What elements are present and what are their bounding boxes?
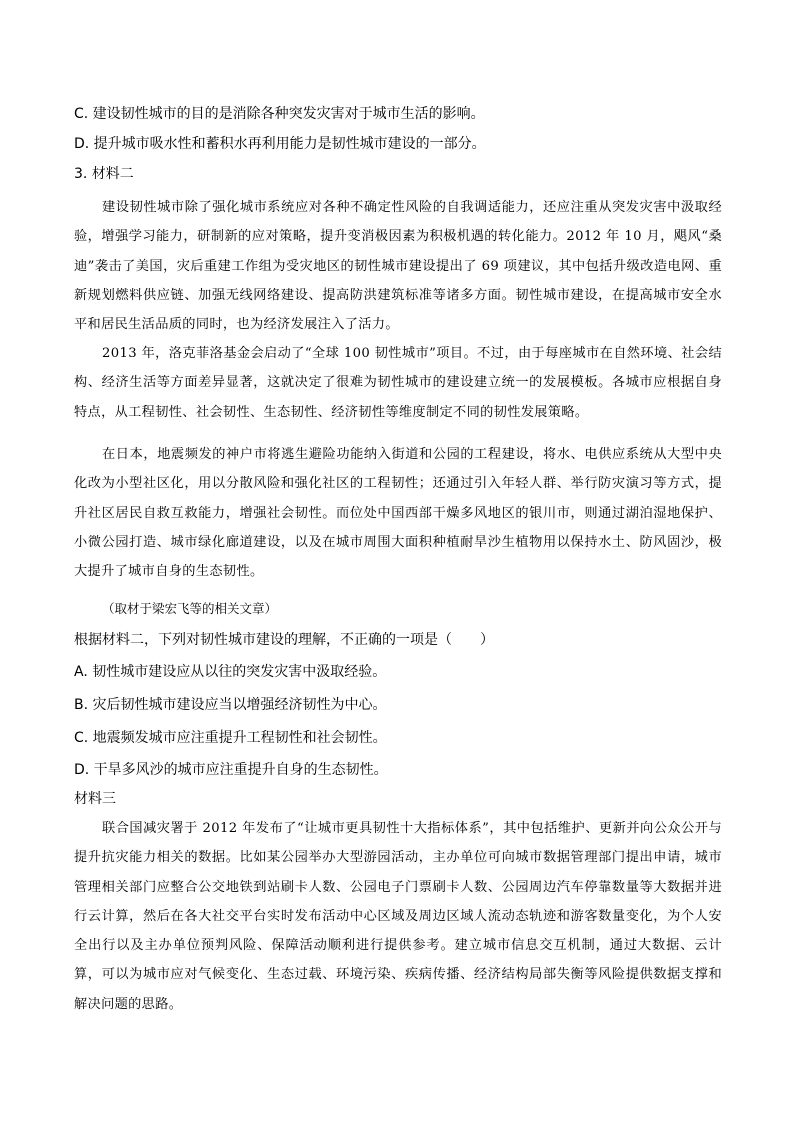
material-3-paragraph: 联合国减灾署于 2012 年发布了“让城市更具韧性十大指标体系”，其中包括维护、更新并向公众公开与提升抗灾能力相关的数据。比如某公园举办大型游园活动，主办单位可向城市数据管理部门提出申请，城市管理相关部门应整合公交地铁到站刷卡人数、公园电子门票刷卡人数、公园周边汽车停靠数量等大数据并进行云计算，然后在各大社交平台实时发布活动中心区域及周边区域人流动态轨迹和游客数量变化，为个人安全出行以及主办单位预判风险、保障活动顺利进行提供参考。建立城市信息交互机制，通过大数据、云计算，可以为城市应对气候变化、生态过载、环境污染、疾病传播、经济结构局部失衡等风险提供数据支撑和解决问题的思路。 — [74, 821, 722, 1012]
option-c: C. 地震频发城市应注重提升工程韧性和社会韧性。 — [74, 730, 387, 746]
option-d-previous: D. 提升城市吸水性和蓄积水再利用能力是韧性城市建设的一部分。 — [74, 136, 486, 152]
option-b: B. 灾后韧性城市建设应当以增强经济韧性为中心。 — [74, 697, 387, 713]
question-3-prompt: 根据材料二，下列对韧性城市建设的理解，不正确的一项是（ ） — [74, 632, 494, 648]
question-3-heading: 3. 材料二 — [74, 166, 134, 182]
option-d: D. 干旱多风沙的城市应注重提升自身的生态韧性。 — [74, 762, 388, 778]
material-2-paragraph-3: 在日本，地震频发的神户市将逃生避险功能纳入街道和公园的工程建设，将水、电供应系统从大型中央化改为小型社区化，用以分散风险和强化社区的工程韧性；还通过引入年轻人群、举行防灾演习等方式，提升社区居民自救互救能力，增强社会韧性。而位处中国西部干燥多风地区的银川市，则通过湖泊湿地保护、小微公园打造、城市绿化廊道建设，以及在城市周围大面积种植耐旱沙生植物用以保持水土、防风固沙，极大提升了城市自身的生态韧性。 — [74, 447, 722, 580]
option-a: A. 韧性城市建设应从以往的突发灾害中汲取经验。 — [74, 664, 387, 680]
material-2-paragraph-1: 建设韧性城市除了强化城市系统应对各种不确定性风险的自我调适能力，还应注重从突发灾害中汲取经验，增强学习能力，研制新的应对策略，提升变消极因素为积极机遇的转化能力。2012 年 10 月，飓风“桑迪”袭击了美国，灾后重建工作组为受灾地区的韧性城市建设提出了 69 项建议，其中包括升级改造电网、重新规划燃料供应链、加强无线网络建设、提高防洪建筑标准等诸多方面。韧性城市建设，在提高城市安全水平和居民生活品质的同时，也为经济发展注入了活力。 — [74, 200, 722, 333]
material-2-source: （取材于梁宏飞等的相关文章） — [102, 601, 278, 616]
material-2-paragraph-2: 2013 年，洛克菲洛基金会启动了“全球 100 韧性城市”项目。不过，由于每座城市在自然环境、社会结构、经济生活等方面差异显著，这就决定了很难为韧性城市的建设建立统一的发展模板。各城市应根据自身特点，从工程韧性、社会韧性、生态韧性、经济韧性等维度制定不同的韧性发展策略。 — [74, 346, 722, 420]
option-c-previous: C. 建设韧性城市的目的是消除各种突发灾害对于城市生活的影响。 — [74, 106, 485, 122]
material-3-heading: 材料三 — [74, 791, 116, 807]
